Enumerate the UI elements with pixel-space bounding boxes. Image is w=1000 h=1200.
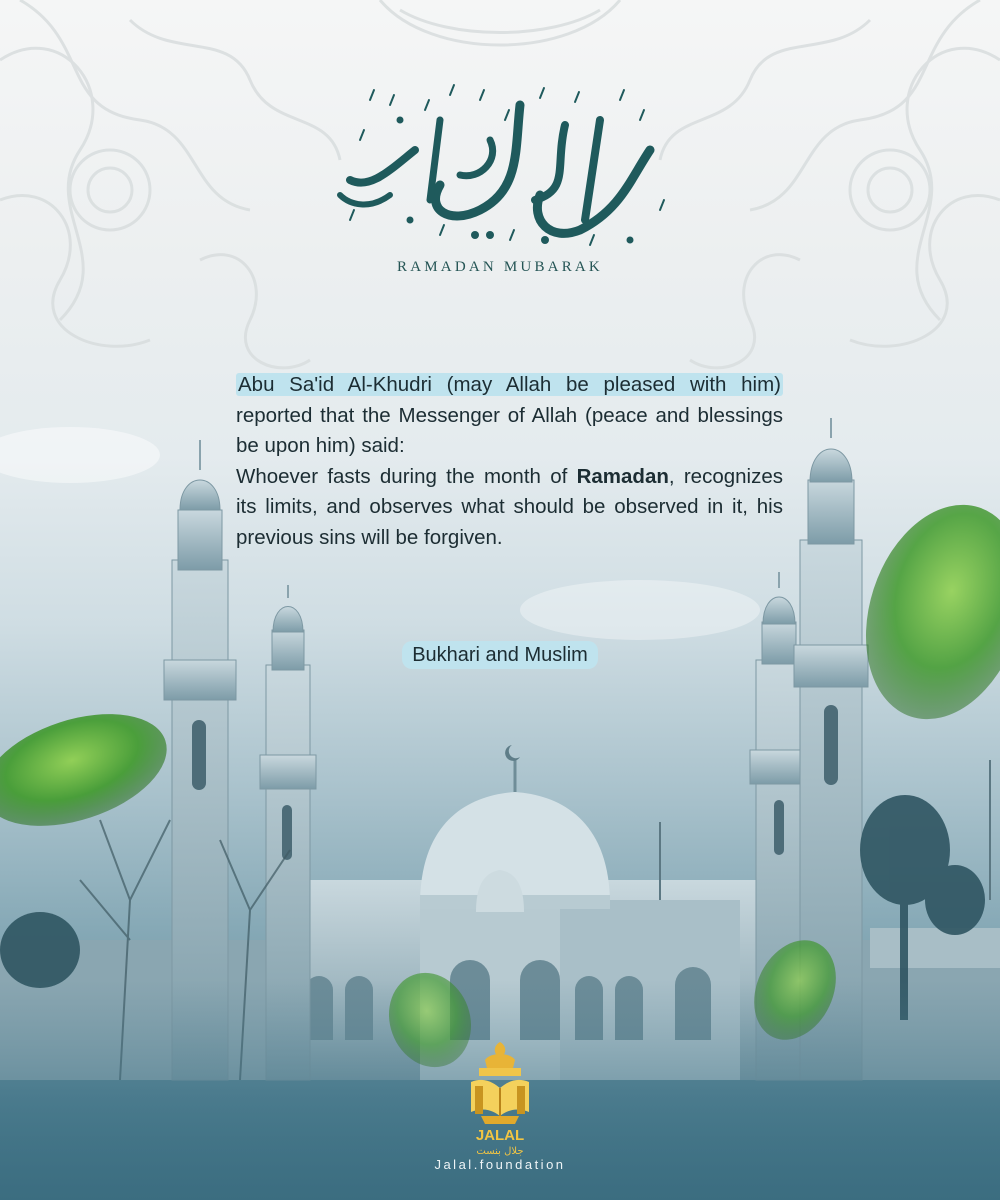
foundation-handle: Jalal.foundation xyxy=(434,1157,566,1172)
hadith-text-end: , recognizes its limits, and observes what should be observed in it, his previous sins will be forgiven. xyxy=(236,464,783,549)
hadith-quote xyxy=(236,370,783,553)
ramadan-mubarak-tagline: RAMADAN MUBARAK xyxy=(397,259,603,275)
hadith-intro: reported that the Messenger of Allah (peace and blessings be upon him) said: xyxy=(236,403,783,457)
logo-wordmark: JALAL xyxy=(475,1127,525,1144)
logo-arabic-wordmark: جلال بنست xyxy=(476,1146,524,1157)
hadith-source-badge: Bukhari and Muslim xyxy=(402,641,598,669)
hadith-narrator: Abu Sa'id Al-Khudri (may Allah be pleased with him) xyxy=(238,373,781,396)
hadith-source-wrapper xyxy=(0,641,1000,669)
ramadan-mubarak-calligraphy xyxy=(330,80,670,255)
jalal-foundation-logo xyxy=(455,1038,545,1158)
hadith-text-start: Whoever fasts during the month of xyxy=(236,464,577,488)
hadith-text-ramadan: Ramadan xyxy=(576,464,669,488)
